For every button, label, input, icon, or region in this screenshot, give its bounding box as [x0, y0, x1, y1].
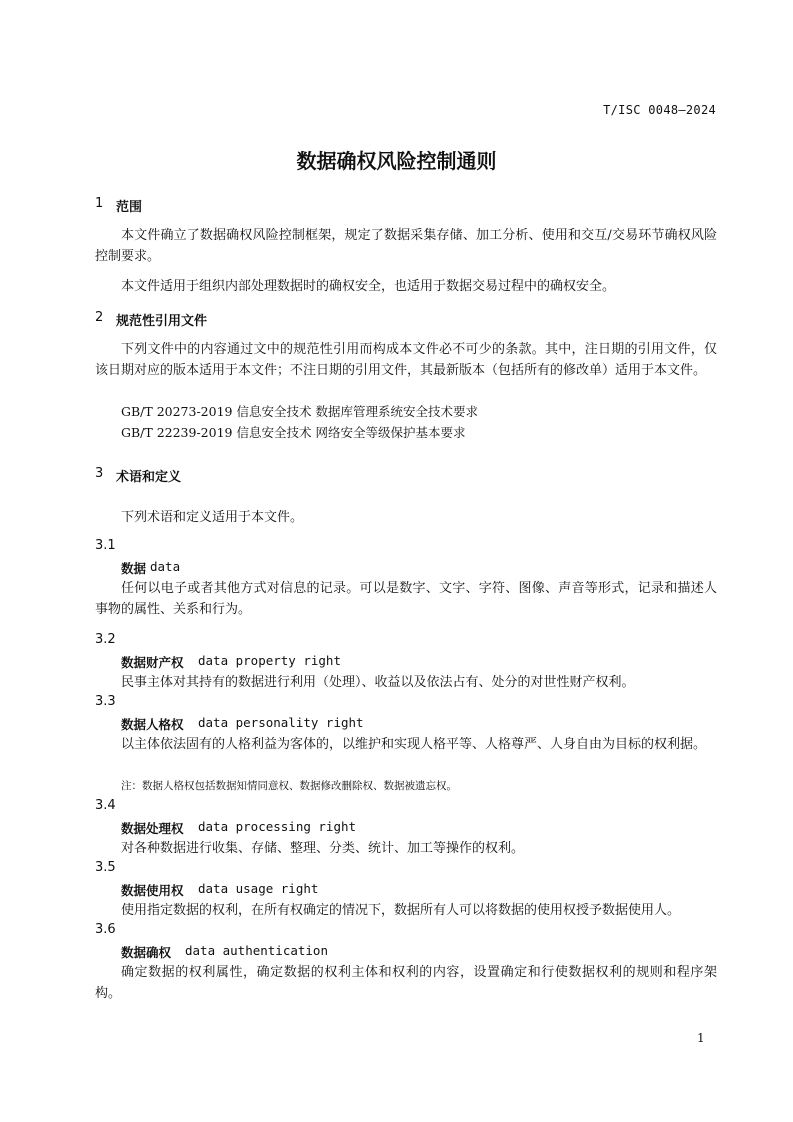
- section-3-number: 3: [95, 466, 104, 481]
- term-definition: 使用指定数据的权利，在所有权确定的情况下，数据所有人可以将数据的使用权授予数据使用人。: [121, 903, 681, 918]
- term-definition: 任何以电子或者其他方式对信息的记录。可以是数字、文字、字符、图像、声音等形式，记录和描述人事物的属性、关系和行为。: [95, 581, 717, 617]
- term-english: data: [150, 559, 181, 574]
- section-1-paragraph-2: 本文件适用于组织内部处理数据时的确权安全，也适用于数据交易过程中的确权安全。: [121, 279, 616, 294]
- term-note: 注：数据人格权包括数据知情同意权、数据修改删除权、数据被遗忘权。: [121, 780, 457, 792]
- section-1-heading: 范围: [116, 200, 143, 215]
- term-definition: 对各种数据进行收集、存储、整理、分类、统计、加工等操作的权利。: [121, 841, 525, 856]
- section-1-paragraph-1: 本文件确立了数据确权风险控制框架，规定了数据采集存储、加工分析、使用和交互/交易环节确权风险控制要求。: [95, 228, 717, 264]
- term-number: 3.5: [95, 860, 116, 875]
- term-number: 3.2: [95, 632, 116, 647]
- reference-item-1: GB/T 20273-2019 信息安全技术 数据库管理系统安全技术要求: [121, 404, 478, 419]
- term-number: 3.4: [95, 798, 116, 813]
- section-1-number: 1: [95, 196, 104, 211]
- section-3-intro: 下列术语和定义适用于本文件。: [121, 510, 304, 525]
- section-2-heading: 规范性引用文件: [116, 314, 208, 329]
- term-name: 数据使用权: [121, 883, 184, 898]
- term-definition: 以主体依法固有的人格利益为客体的，以维护和实现人格平等、人格尊严、人身自由为目标的权利据。: [121, 737, 707, 752]
- term-english: data property right: [198, 653, 341, 668]
- term-english: data personality right: [198, 715, 364, 730]
- term-name: 数据确权: [121, 945, 172, 960]
- term-definition: 确定数据的权利属性，确定数据的权利主体和权利的内容，设置确定和行使数据权利的规则和程序架构。: [95, 965, 717, 1001]
- term-english: data authentication: [185, 943, 328, 958]
- term-name: 数据处理权: [121, 821, 184, 836]
- term-english: data usage right: [198, 881, 319, 896]
- term-number: 3.1: [95, 538, 116, 553]
- term-number: 3.3: [95, 694, 116, 709]
- page-number: 1: [697, 1031, 705, 1045]
- document-id: T/ISC 0048—2024: [603, 103, 716, 117]
- term-number: 3.6: [95, 922, 116, 937]
- section-3-heading: 术语和定义: [116, 470, 182, 485]
- page-title: 数据确权风险控制通则: [296, 149, 497, 173]
- term-name: 数据人格权: [121, 717, 184, 732]
- reference-item-2: GB/T 22239-2019 信息安全技术 网络安全等级保护基本要求: [121, 425, 466, 440]
- section-2-number: 2: [95, 310, 104, 325]
- term-english: data processing right: [198, 819, 357, 834]
- section-2-intro: 下列文件中的内容通过文中的规范性引用而构成本文件必不可少的条款。其中，注日期的引用文件，仅该日期对应的版本适用于本文件；不注日期的引用文件，其最新版本（包括所有的修改单）适用于本文件。: [95, 342, 717, 378]
- term-definition: 民事主体对其持有的数据进行利用（处理）、收益以及依法占有、处分的对世性财产权利。: [121, 675, 635, 690]
- term-name: 数据财产权: [121, 655, 184, 670]
- term-name: 数据: [121, 561, 147, 576]
